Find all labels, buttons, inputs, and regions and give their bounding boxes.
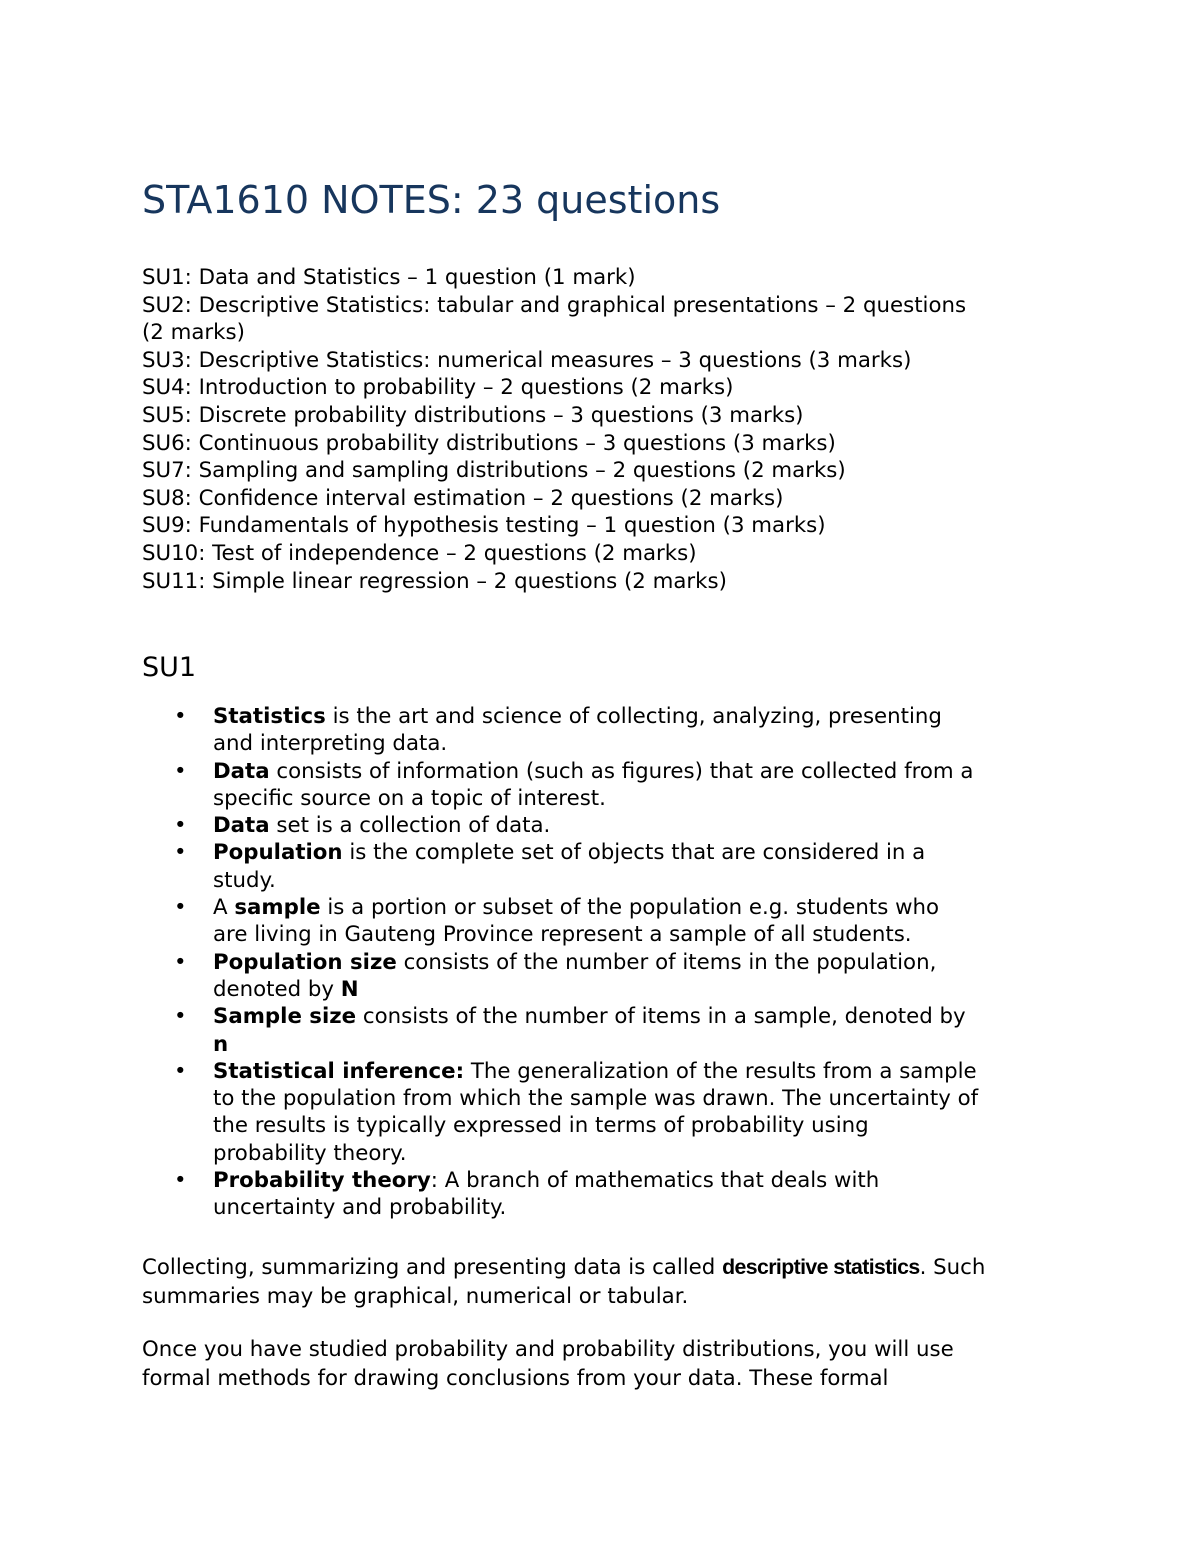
definition-item: [142, 812, 1072, 839]
definition-term: Data: [213, 813, 270, 839]
definition-term: Population: [213, 840, 343, 866]
definition-line: and interpreting data.: [213, 731, 448, 757]
definition-line: [213, 1031, 1072, 1058]
definition-line: specific source on a topic of interest.: [213, 785, 606, 811]
study-unit-line: (2 marks): [142, 320, 245, 346]
bullet-icon: •: [174, 1058, 187, 1084]
symbol-population-size: N: [340, 976, 359, 1002]
bullet-icon: •: [174, 1168, 187, 1194]
definition-term: Statistical inference:: [213, 1058, 465, 1084]
definition-line: Data consists of information (such as figures) that are collected from a: [213, 758, 974, 784]
definition-line: to the population from which the sample was drawn. The uncertainty of: [213, 1086, 979, 1112]
study-unit-line: SU5: Discrete probability distributions – 3 questions (3 marks): [142, 402, 804, 428]
bullet-icon: •: [174, 813, 187, 839]
study-unit-line: SU8: Confidence interval estimation – 2 questions (2 marks): [142, 485, 784, 511]
paragraph-line: summaries may be graphical, numerical or tabular.: [142, 1283, 689, 1309]
study-unit-line: SU4: Introduction to probability – 2 questions (2 marks): [142, 375, 734, 401]
paragraph-line: Collecting, summarizing and presenting data is called descriptive statistics. Such: [142, 1255, 986, 1280]
definition-line: probability theory.: [213, 1140, 407, 1166]
paragraph-descriptive-statistics: [142, 1253, 1072, 1311]
section-heading: SU1: [142, 652, 197, 683]
definition-line: study.: [213, 867, 276, 893]
definition-item: [142, 1003, 1072, 1058]
definition-line: Sample size consists of the number of items in a sample, denoted by: [213, 1004, 966, 1030]
symbol-sample-size: n: [213, 1031, 229, 1057]
study-unit-list: [142, 264, 1072, 595]
definition-term: Population size: [213, 949, 397, 975]
definition-line: the results is typically expressed in terms of probability using: [213, 1113, 869, 1139]
definition-line: are living in Gauteng Province represent a sample of all students.: [213, 922, 912, 948]
bullet-icon: •: [174, 895, 187, 921]
definition-line: Statistics is the art and science of collecting, analyzing, presenting: [213, 704, 942, 729]
definition-line: uncertainty and probability.: [213, 1195, 507, 1221]
definition-line: Data set is a collection of data.: [213, 813, 551, 839]
definition-term: Data: [213, 758, 270, 784]
study-unit-line: SU3: Descriptive Statistics: numerical measures – 3 questions (3 marks): [142, 347, 912, 373]
definition-term: Sample size: [213, 1004, 357, 1030]
study-unit-line: SU9: Fundamentals of hypothesis testing – 1 question (3 marks): [142, 513, 826, 539]
bullet-icon: •: [174, 758, 187, 784]
study-unit-line: SU7: Sampling and sampling distributions – 2 questions (2 marks): [142, 458, 846, 484]
definition-line: Population size consists of the number of items in the population,: [213, 949, 937, 975]
definition-item: [142, 949, 1072, 1004]
definition-item: [142, 1058, 1072, 1167]
definition-term: Statistics: [213, 704, 326, 729]
paragraph-line: formal methods for drawing conclusions from your data. These formal: [142, 1365, 889, 1391]
definition-item: [142, 703, 1072, 758]
definition-term: sample: [234, 895, 321, 921]
bullet-icon: •: [174, 840, 187, 866]
bullet-icon: •: [174, 949, 187, 975]
definition-line: Probability theory: A branch of mathematics that deals with: [213, 1168, 880, 1194]
document-title: STA1610 NOTES: 23 questions: [142, 178, 721, 222]
definition-line: A sample is a portion or subset of the population e.g. students who: [213, 895, 940, 921]
definition-line: Statistical inference: The generalization of the results from a sample: [213, 1058, 977, 1084]
study-unit-line: SU11: Simple linear regression – 2 questions (2 marks): [142, 568, 727, 594]
paragraph-formal-methods: [142, 1336, 1072, 1393]
definition-item: [142, 894, 1072, 949]
study-unit-line: SU1: Data and Statistics – 1 question (1 mark): [142, 265, 636, 290]
study-unit-line: SU2: Descriptive Statistics: tabular and graphical presentations – 2 questions: [142, 292, 967, 318]
bullet-icon: •: [174, 1004, 187, 1030]
definition-item: [142, 1167, 1072, 1222]
definition-line: denoted by N: [213, 976, 359, 1002]
definition-line: Population is the complete set of objects that are considered in a: [213, 840, 926, 866]
definition-item: [142, 758, 1072, 813]
bullet-icon: •: [174, 704, 187, 729]
definition-list: [142, 703, 1072, 1222]
definition-item: [142, 839, 1072, 894]
study-unit-line: SU10: Test of independence – 2 questions (2 marks): [142, 540, 697, 566]
emphasized-term: descriptive statistics: [722, 1255, 920, 1279]
paragraph-line: Once you have studied probability and probability distributions, you will use: [142, 1337, 954, 1362]
definition-term: Probability theory: [213, 1168, 431, 1194]
study-unit-line: SU6: Continuous probability distributions – 3 questions (3 marks): [142, 430, 836, 456]
